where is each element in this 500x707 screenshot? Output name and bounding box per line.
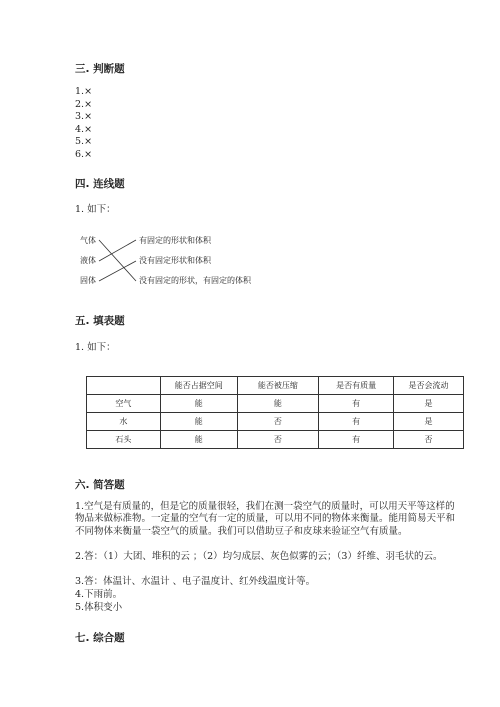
table-cell: 否 (237, 431, 319, 449)
table-row (87, 395, 464, 413)
short-answer-5: 5.体积变小 (75, 602, 123, 613)
table-cell: 有 (319, 395, 394, 413)
match-line-gas (99, 240, 136, 281)
short-answer-3: 3.答：体温计、水温计 、电子温度计、红外线温度计等。 (75, 576, 316, 587)
match-left-gas: 气体 (80, 236, 96, 245)
table-cell: 有 (319, 431, 394, 449)
judge-answer-2: 2.× (75, 98, 93, 110)
table-cell: 否 (394, 431, 464, 449)
section-5-title: 五. 填表题 (75, 315, 125, 327)
judge-answer-6: 6.× (75, 149, 93, 160)
section-4-title: 四. 连线题 (75, 178, 125, 190)
short-answer-2: 2.答：（1）大团、堆积的云 ；（2）均匀成层、灰色似雾的云；（3）纤维、羽毛状的云。 (75, 551, 443, 562)
match-left-solid: 固体 (80, 276, 96, 285)
match-right-2: 没有固定形状和体积 (139, 256, 211, 265)
section-6-title: 六. 简答题 (75, 479, 125, 491)
table-cell: 能 (160, 431, 237, 449)
section-3-title: 三. 判断题 (75, 63, 125, 75)
section-7-title: 七. 综合题 (75, 632, 125, 644)
section-4-intro: 1. 如下： (75, 204, 116, 215)
table-cell: 能 (160, 395, 237, 413)
table-cell: 是 (394, 395, 464, 413)
table-cell: 能 (160, 413, 237, 431)
table-header-cell: 是否会流动 (394, 377, 464, 395)
table-cell: 水 (87, 413, 161, 431)
match-line-solid (99, 261, 136, 281)
short-answer-1: 1.空气是有质量的，但是它的质量很轻，我们在测一袋空气的质量时，可以用天平等这样的物品来做标准物。一定量的空气有一定的质量，可以用不同的物体来衡量。能用简易天平和不同物体来衡量一袋空气的质量。我们可以借助豆子和皮球来验证空气有质量。 (75, 501, 456, 537)
judge-answer-1: 1.× (75, 86, 93, 97)
table-cell: 否 (237, 413, 319, 431)
judge-answer-3: 3.× (75, 111, 93, 123)
table-header-cell: 是否有质量 (319, 377, 394, 395)
table-cell: 有 (319, 413, 394, 431)
judge-answer-4: 4.× (75, 123, 93, 135)
table-header-cell (87, 377, 161, 395)
match-left-liquid: 液体 (80, 256, 96, 265)
table-cell: 是 (394, 413, 464, 431)
table-cell: 石头 (87, 431, 161, 449)
property-table (86, 376, 464, 449)
table-header-row (87, 377, 464, 395)
table-cell: 能 (237, 395, 319, 413)
table-row (87, 431, 464, 449)
match-line-liquid (99, 240, 136, 261)
match-right-3: 没有固定的形状，有固定的体积 (139, 276, 251, 285)
table-cell: 空气 (87, 395, 161, 413)
judge-answer-5: 5.× (75, 136, 93, 148)
short-answer-4: 4.下雨前。 (75, 589, 123, 600)
match-right-1: 有固定的形状和体积 (139, 236, 211, 245)
table-header-cell: 能否被压缩 (237, 377, 319, 395)
section-5-intro: 1. 如下： (75, 342, 116, 353)
table-header-cell: 能否占据空间 (160, 377, 237, 395)
table-row (87, 413, 464, 431)
